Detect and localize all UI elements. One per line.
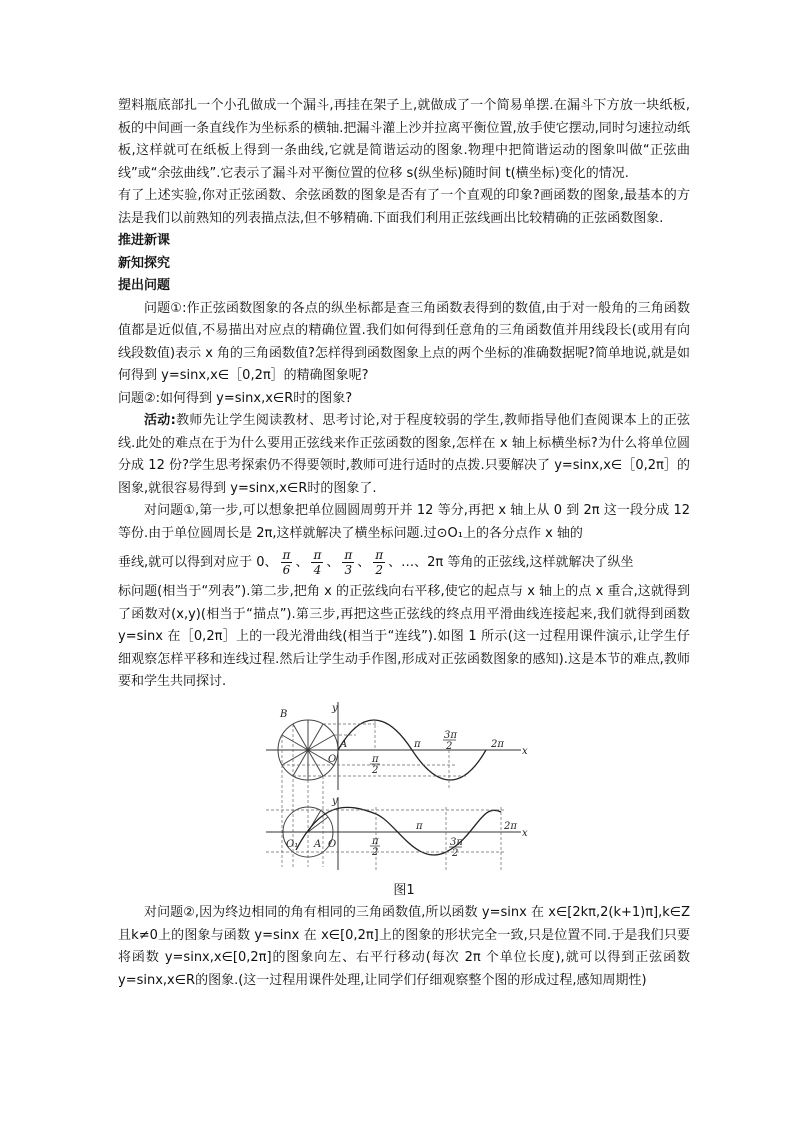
step-paragraph-c: 标问题(相当于“列表”).第二步,把角 x 的正弦线向右平移,使它的起点与 x 轴上的点 x 重合,这就得到了函数对(x,y)(相当于“描点”).第三步,再把这些正弦线的终点用平滑曲线连接起来,我们就得到函数 y=sinx 在［0,2π］上的一段光滑曲线(相当于“连线”).如图 1 所示(这一过程用课件演示,让学生仔细观察怎样平移和连线过程.然后让学生动手作图,形成对正弦函数图象的感知).这是本节的难点,教师要和学生共同探讨. — [118, 584, 690, 689]
figure-caption: 图1 — [393, 882, 415, 898]
activity-text: 教师先让学生阅读教材、思考讨论,对于程度较弱的学生,教师指导他们查阅课本上的正弦线.此处的难点在于为什么要用正弦线来作正弦函数的图象,怎样在 x 轴上标横坐标?为什么将单位圆分成 12 份?学生思考探索仍不得要领时,教师可进行适时的点拨.只要解决了 y=sinx,x∈［0,2π］的图象,就很容易得到 y=sinx,x∈R时的图象了. — [118, 413, 690, 496]
paragraph-method: 有了上述实验,你对正弦函数、余弦函数的图象是否有了一个直观的印象?画函数的图象,最基本的方法是我们以前熟知的列表描点法,但不够精确.下面我们利用正弦线画出比较精确的正弦函数图象. — [118, 188, 690, 226]
question-2: 问题②:如何得到 y=sinx,x∈R时的图象? — [118, 390, 353, 406]
step-b-post: 、…、2π 等角的正弦线,这样就解决了纵坐 — [388, 555, 634, 570]
paragraph-intro: 塑料瓶底部扎一个小孔做成一个漏斗,再挂在架子上,就做成了一个简易单摆.在漏斗下方放一块纸板,板的中间画一条直线作为坐标系的横轴.把漏斗灌上沙并拉离平衡位置,放手使它摆动,同时匀速拉动纸板,这样就可在纸板上得到一条曲线,它就是简谐运动的图象.物理中把简谐运动的图象叫做“正弦曲线”或“余弦曲线”.它表示了漏斗对平衡位置的位移 s(纵坐标)随时间 t(横坐标)变化的情况. — [118, 98, 690, 181]
label-3pi2-den-top: 2 — [446, 740, 453, 752]
label-pi2-num-top: π — [372, 753, 379, 765]
label-pi2-den-top: 2 — [372, 764, 379, 776]
label-3pi2-num-top: 3π — [444, 729, 457, 741]
question-1: 问题①:作正弦函数图象的各点的纵坐标都是查三角函数表得到的数值,由于对一般角的三角函数值都是近似值,不易描出对应点的精确位置.我们如何得到任意角的三角函数值并用线段长(或用有向线段数值)表示 x 角的三角函数值?怎样得到函数图象上点的两个坐标的准确数据呢?简单地说,就是如何得到 y=sinx,x∈［0,2π］的精确图象呢? — [118, 300, 690, 383]
label-3pi2-num-bottom: 3π — [450, 836, 463, 848]
fraction-pi-3: $\frac{\pi}{3}$ — [344, 548, 353, 577]
label-2pi-bottom: 2π — [504, 820, 517, 832]
figure-1 — [118, 702, 690, 872]
label-O1: O₁ — [286, 838, 299, 850]
label-A-bottom: A — [314, 838, 322, 850]
document-body — [118, 95, 690, 992]
label-pi2-num-bottom: π — [372, 835, 379, 847]
bottom-axes — [266, 797, 521, 870]
label-O-bottom: O — [328, 838, 337, 850]
label-pi-top: π — [414, 738, 421, 750]
step-paragraph-b: 垂线,就可以得到对应于 0、 $\frac{\pi}{6}$ 、 $\frac{\pi}{4}$ 、 $\frac{\pi}{3}$ 、 $\frac{\pi}{2}$ 、…、2π 等角的正弦线,这样就解决了纵坐 — [118, 548, 634, 577]
label-3pi2-den-bottom: 2 — [452, 847, 459, 859]
activity-paragraph — [118, 410, 690, 500]
label-pi2-den-bottom: 2 — [372, 846, 379, 858]
fraction-pi-2: $\frac{\pi}{2}$ — [375, 548, 384, 577]
label-x-top: x — [522, 745, 528, 757]
label-y-bottom: y — [332, 795, 338, 807]
sine-construction-figure — [266, 702, 531, 872]
step-paragraph-a: 对问题①,第一步,可以想象把单位圆圆周剪开并 12 等分,再把 x 轴上从 0 到 2π 这一段分成 12 等份.由于单位圆周长是 2π,这样就解决了横坐标问题.过⊙O₁上的各分点作 x 轴的 — [118, 503, 690, 541]
heading-advance: 推进新课 — [118, 233, 171, 248]
label-O-top: O — [328, 753, 337, 765]
label-A-top: A — [340, 738, 348, 750]
label-x-bottom: x — [522, 827, 528, 839]
activity-label: 活动: — [144, 413, 176, 428]
label-y-top: y — [332, 702, 338, 714]
heading-explore: 新知探究 — [118, 255, 171, 271]
label-B: B — [280, 708, 288, 720]
fraction-pi-6: $\frac{\pi}{6}$ — [282, 548, 291, 577]
label-pi-bottom: π — [416, 820, 423, 832]
fraction-pi-4: $\frac{\pi}{4}$ — [313, 548, 322, 577]
label-2pi-top: 2π — [491, 738, 504, 750]
top-axes — [266, 702, 521, 790]
step-paragraph-2: 对问题②,因为终边相同的角有相同的三角函数值,所以函数 y=sinx 在 x∈[2kπ,2(k+1)π],k∈Z且k≠0上的图象与函数 y=sinx 在 x∈[0,2π]上的图象的形状完全一致,只是位置不同.于是我们只要将函数 y=sinx,x∈[0,2π]的图象向左、右平行移动(每次 2π 个单位长度),就可以得到正弦函数 y=sinx,x∈R的图象.(这一过程用课件处理,让同学们仔细观察整个图的形成过程,感知周期性) — [118, 905, 690, 988]
step-b-pre: 垂线,就可以得到对应于 0、 — [118, 555, 278, 570]
heading-questions: 提出问题 — [118, 278, 171, 293]
